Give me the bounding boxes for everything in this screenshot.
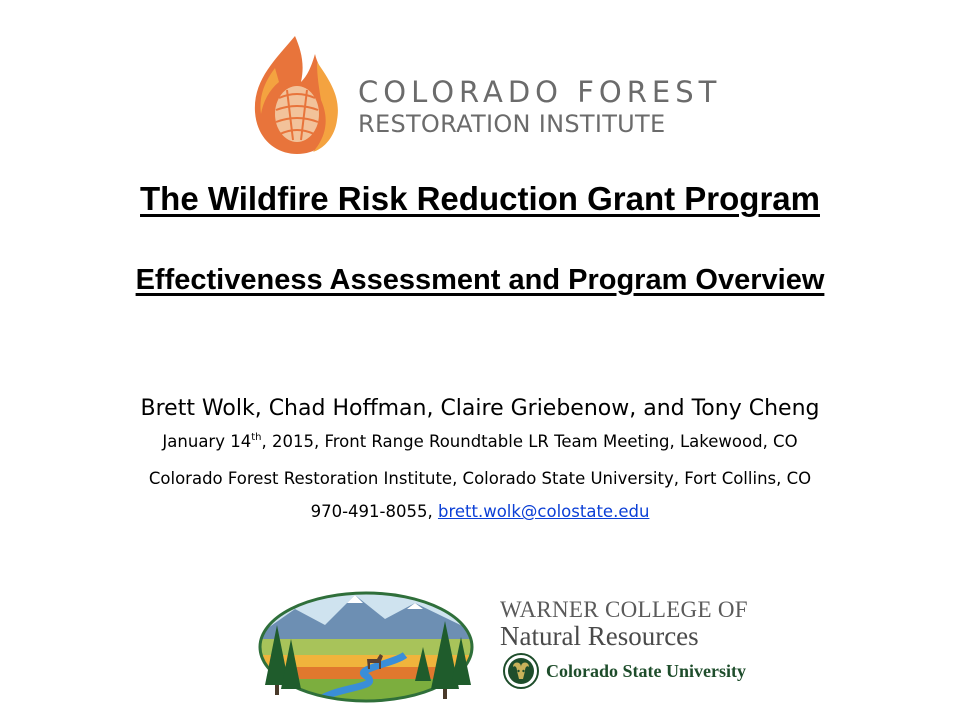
meeting-date-suffix: th [251, 432, 262, 443]
meeting-date: January 14 [162, 432, 252, 451]
meeting-line [0, 433, 960, 451]
landscape-mountains-trees-icon [255, 585, 477, 703]
warner-logo-line2: Natural Resources [500, 621, 699, 651]
email-link[interactable]: brett.wolk@colostate.edu [437, 502, 650, 521]
contact-line [0, 504, 960, 521]
warner-logo-line1: WARNER COLLEGE OF [500, 597, 748, 622]
csu-wordmark: Colorado State University [546, 661, 746, 681]
slide-title: The Wildfire Risk Reduction Grant Program [140, 180, 820, 217]
slide-subtitle: Effectiveness Assessment and Program Overview [135, 264, 825, 296]
cfri-logo-line1: COLORADO FOREST [358, 75, 722, 109]
warner-college-logo [500, 596, 748, 696]
phone-number: 970-491-8055, [310, 502, 438, 521]
meeting-details: , 2015, Front Range Roundtable LR Team Meeting, Lakewood, CO [261, 432, 798, 451]
authors-line: Brett Wolk, Chad Hoffman, Claire Griebenow, and Tony Cheng [140, 396, 820, 421]
affiliation-line: Colorado Forest Restoration Institute, Colorado State University, Fort Collins, CO [148, 469, 812, 488]
flame-pinecone-icon [245, 32, 345, 156]
cfri-logo-line2: RESTORATION INSTITUTE [358, 110, 666, 138]
cfri-logo [245, 32, 722, 156]
csu-ram-icon [503, 653, 539, 689]
